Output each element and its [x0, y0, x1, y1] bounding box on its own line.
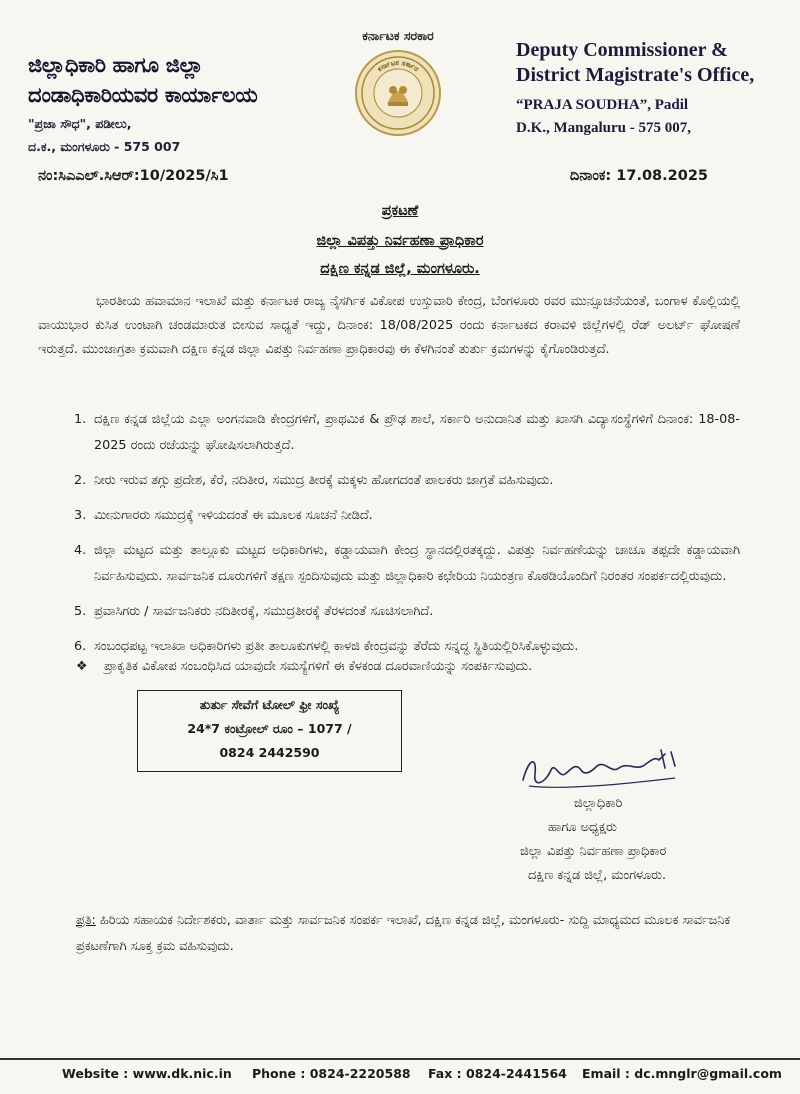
emblem-label: ಕರ್ನಾಟಕ ಸರಕಾರ: [362, 28, 434, 43]
copy-to-prefix: ಪ್ರತಿ:: [76, 913, 96, 928]
list-item: [38, 468, 740, 494]
header-english: [516, 38, 786, 140]
header-kannada: [28, 50, 328, 156]
diamond-bullet-icon: ❖: [76, 659, 88, 674]
list-item-text: ಮೀನುಗಾರರು ಸಮುದ್ರಕ್ಕೆ ಇಳಿಯದಂತೆ ಈ ಮೂಲಕ ಸೂಚನೆ ನೀಡಿದೆ.: [94, 508, 373, 523]
office-address-kn-line1: "ಪ್ರಜಾ ಸೌಧ", ಪಡೀಲು,: [28, 116, 132, 131]
signatory-designation: ಹಾಗೂ ಅಧ್ಯಕ್ಷರು: [548, 820, 617, 835]
government-emblem: [333, 28, 463, 136]
intro-text: ಭಾರತೀಯ ಹವಾಮಾನ ಇಲಾಖೆ ಮತ್ತು ಕರ್ನಾಟಕ ರಾಜ್ಯ ನೈಸರ್ಗಿಕ ವಿಕೋಪ ಉಸ್ತುವಾರಿ ಕೇಂದ್ರ, ಬೆಂಗಳೂರು ರವರ ಮುನ್ಸೂಚನೆಯಂತೆ, ಬಂಗಾಳ ಕೊಲ್ಲಿಯಲ್ಲಿ ವಾಯುಭಾರ ಕುಸಿತ ಉಂಟಾಗಿ ಚಂಡಮಾರುತ ಬೀಸುವ ಸಾಧ್ಯತೆ ಇದ್ದು, ದಿನಾಂಕ: 18/08/2025 ರಂದು ಕರ್ನಾಟಕದ ಕರಾವಳಿ ಜಿಲ್ಲೆಗಳಲ್ಲಿ ರೆಡ್ ಅಲರ್ಟ್ ಘೋಷಣೆ ಇರುತ್ತದೆ. ಮುಂಜಾಗ್ರತಾ ಕ್ರಮವಾಗಿ ದಕ್ಷಿಣ ಕನ್ನಡ ಜಿಲ್ಲಾ ವಿಪತ್ತು ನಿರ್ವಹಣಾ ಪ್ರಾಧಿಕಾರವು ಈ ಕೆಳಗಿನಂತೆ ತುರ್ತು ಕ್ರಮಗಳನ್ನು ಕೈಗೊಂಡಿರುತ್ತದೆ.: [38, 294, 740, 357]
list-item-number: 3.: [74, 508, 87, 523]
office-address-en-line1: “PRAJA SOUDHA”, Padil: [516, 97, 689, 113]
control-room-phone: 0824 2442590: [219, 745, 320, 760]
contact-note: [76, 656, 532, 678]
intro-paragraph: [38, 290, 740, 362]
signatory-block: [520, 792, 740, 888]
footer-website: Website : www.dk.nic.in: [62, 1066, 232, 1081]
signatory-district: ದಕ್ಷಿಣ ಕನ್ನಡ ಜಿಲ್ಲೆ, ಮಂಗಳೂರು.: [528, 868, 667, 883]
toll-free-label: ತುರ್ತು ಸೇವೆಗೆ ಟೋಲ್ ಫ್ರೀ ಸಂಖ್ಯೆ: [199, 697, 340, 712]
notice-date: ದಿನಾಂಕ: 17.08.2025: [569, 168, 708, 184]
signatory-title: ಜಿಲ್ಲಾಧಿಕಾರಿ: [574, 796, 623, 811]
list-item: [38, 407, 740, 459]
office-title-kn-line2: ದಂಡಾಧಿಕಾರಿಯವರ ಕಾರ್ಯಾಲಯ: [28, 83, 258, 107]
signatory-authority: ಜಿಲ್ಲಾ ವಿಪತ್ತು ನಿರ್ವಹಣಾ ಪ್ರಾಧಿಕಾರ: [520, 844, 667, 859]
list-item: [38, 503, 740, 529]
seal-text: ಕರ್ನಾಟಕ ಸರ್ಕಾರ: [375, 58, 421, 74]
footer: [0, 1058, 800, 1088]
office-title-en-line2: District Magistrate's Office,: [516, 64, 755, 86]
control-room-number: 24*7 ಕಂಟ್ರೋಲ್ ರೂಂ – 1077 /: [187, 721, 352, 736]
footer-fax: Fax : 0824-2441564: [428, 1066, 567, 1081]
office-title-en-line1: Deputy Commissioner &: [516, 39, 728, 61]
footer-phone: Phone : 0824-2220588: [252, 1066, 411, 1081]
action-list: [38, 407, 740, 669]
list-item-text: ಸಂಬಂಧಪಟ್ಟ ಇಲಾಖಾ ಅಧಿಕಾರಿಗಳು ಪ್ರತೀ ತಾಲೂಕುಗಳಲ್ಲಿ ಕಾಳಜಿ ಕೇಂದ್ರವನ್ನು ತೆರೆದು ಸನ್ನದ್ಧ ಸ್ಥಿತಿಯಲ್ಲಿರಿಸಿಕೊಳ್ಳುವುದು.: [94, 639, 579, 654]
office-address-en-line2: D.K., Mangaluru - 575 007,: [516, 120, 692, 136]
karnataka-seal-icon: [355, 50, 441, 136]
list-item-text: ದಕ್ಷಿಣ ಕನ್ನಡ ಜಿಲ್ಲೆಯ ಎಲ್ಲಾ ಅಂಗನವಾಡಿ ಕೇಂದ್ರಗಳಿಗೆ, ಪ್ರಾಥಮಿಕ & ಪ್ರೌಢ ಶಾಲೆ, ಸರ್ಕಾರಿ ಅನುದಾನಿತ ಮತ್ತು ಖಾಸಗಿ ವಿದ್ಯಾಸಂಸ್ಥೆಗಳಿಗೆ ದಿನಾಂಕ: 18-08-2025 ರಂದು ರಜೆಯನ್ನು ಘೋಷಿಸಲಾಗಿರುತ್ತದೆ.: [94, 412, 740, 453]
reference-number: ನಂ:ಸಿಎಎಲ್.ಸಿಆರ್:10/2025/ಸಿ1: [38, 168, 229, 184]
list-item-text: ಪ್ರವಾಸಿಗರು / ಸಾರ್ವಜನಿಕರು ನದಿತೀರಕ್ಕೆ, ಸಮುದ್ರತೀರಕ್ಕೆ ತೆರಳದಂತೆ ಸೂಚಿಸಲಾಗಿದೆ.: [94, 604, 434, 619]
list-item-text: ನೀರು ಇರುವ ತಗ್ಗು ಪ್ರದೇಶ, ಕೆರೆ, ನದಿತೀರ, ಸಮುದ್ರ ತೀರಕ್ಕೆ ಮಕ್ಕಳು ಹೋಗದಂತೆ ಪಾಲಕರು ಜಾಗ್ರತೆ ವಹಿಸುವುದು.: [94, 473, 554, 488]
copy-to: [76, 908, 740, 960]
list-item: [38, 599, 740, 625]
copy-to-text: ಹಿರಿಯ ಸಹಾಯಕ ನಿರ್ದೇಶಕರು, ವಾರ್ತಾ ಮತ್ತು ಸಾರ್ವಜನಿಕ ಸಂಪರ್ಕ ಇಲಾಖೆ, ದಕ್ಷಿಣ ಕನ್ನಡ ಜಿಲ್ಲೆ, ಮಂಗಳೂರು- ಸುದ್ದಿ ಮಾಧ್ಯಮದ ಮೂಲಕ ಸಾರ್ವಜನಿಕ ಪ್ರಕಟಣೆಗಾಗಿ ಸೂಕ್ತ ಕ್ರಮ ವಹಿಸುವುದು.: [76, 913, 731, 954]
list-item-number: 6.: [74, 639, 87, 654]
authority-heading: ಜಿಲ್ಲಾ ವಿಪತ್ತು ನಿರ್ವಹಣಾ ಪ್ರಾಧಿಕಾರ: [316, 233, 484, 249]
toll-free-box: [137, 690, 402, 772]
footer-email: Email : dc.mnglr@gmail.com: [582, 1066, 782, 1081]
list-item-number: 4.: [74, 543, 87, 558]
district-heading: ದಕ್ಷಿಣ ಕನ್ನಡ ಜಿಲ್ಲೆ, ಮಂಗಳೂರು.: [320, 261, 480, 277]
list-item: [38, 538, 740, 590]
list-item-number: 1.: [74, 412, 87, 427]
notice-heading: ಪ್ರಕಟಣೆ: [381, 203, 419, 219]
office-address-kn-line2: ದ.ಕ., ಮಂಗಳೂರು - 575 007: [28, 139, 181, 154]
contact-note-text: ಪ್ರಾಕೃತಿಕ ವಿಕೋಪ ಸಂಬಂಧಿಸಿದ ಯಾವುದೇ ಸಮಸ್ಯೆಗಳಿಗೆ ಈ ಕೆಳಕಂಡ ದೂರವಾಣಿಯನ್ನು ಸಂಪರ್ಕಿಸುವುದು.: [104, 659, 533, 674]
list-item-number: 5.: [74, 604, 87, 619]
list-item-number: 2.: [74, 473, 87, 488]
office-title-kn-line1: ಜಿಲ್ಲಾಧಿಕಾರಿ ಹಾಗೂ ಜಿಲ್ಲಾ: [28, 53, 203, 77]
list-item-text: ಜಿಲ್ಲಾ ಮಟ್ಟದ ಮತ್ತು ತಾಲ್ಲೂಕು ಮಟ್ಟದ ಅಧಿಕಾರಿಗಳು, ಕಡ್ಡಾಯವಾಗಿ ಕೇಂದ್ರ ಸ್ಥಾನದಲ್ಲಿರತಕ್ಕದ್ದು. ವಿಪತ್ತು ನಿರ್ವಹಣೆಯನ್ನು ಚಾಚೂ ತಪ್ಪದೇ ಕಡ್ಡಾಯವಾಗಿ ನಿರ್ವಹಿಸುವುದು. ಸಾರ್ವಜನಿಕ ದೂರುಗಳಿಗೆ ತಕ್ಷಣ ಸ್ಪಂದಿಸುವುದು ಮತ್ತು ಜಿಲ್ಲಾಧಿಕಾರಿ ಕಛೇರಿಯ ನಿಯಂತ್ರಣ ಕೊಠಡಿಯೊಂದಿಗೆ ನಿರಂತರ ಸಂಪರ್ಕದಲ್ಲಿರುವುದು.: [94, 543, 740, 584]
